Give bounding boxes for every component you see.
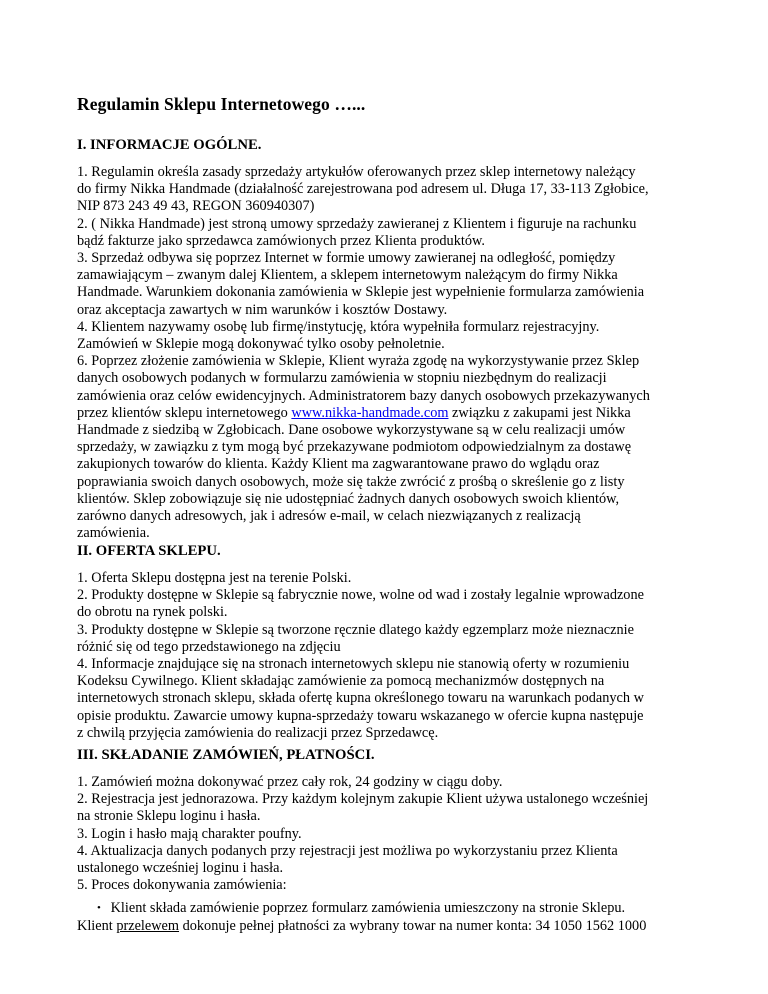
text-line: 2. Rejestracja jest jednorazowa. Przy każdym kolejnym zakupie Klient używa ustalonego wcześniej	[77, 791, 649, 808]
section-body	[77, 164, 695, 542]
text-span: dokonuje pełnej płatności za wybrany towar na numer konta: 34 1050 1562 1000	[179, 917, 647, 934]
text-line: 6. Poprzez złożenie zamówienia w Sklepie, Klient wyraża zgodę na wykorzystywanie przez Sklep	[77, 353, 640, 370]
text-line: ustalonego wcześniej loginu i hasła.	[77, 860, 284, 877]
text-line: 1. Oferta Sklepu dostępna jest na terenie Polski.	[77, 570, 352, 586]
text-line: opisie produktu. Zawarcie umowy kupna-sprzedaży towaru wskazanego w ofercie kupna następuje	[77, 707, 644, 724]
text-line: zamówienia.	[77, 525, 150, 542]
text-line: Handmade z siedzibą w Zgłobicach. Dane osobowe wykorzystywane są w celu realizacji umów	[77, 422, 626, 439]
text-span: Klient	[77, 917, 117, 934]
text-line: 3. Sprzedaż odbywa się poprzez Internet w formie umowy zawieranej na odległość, pomiędzy	[77, 250, 616, 267]
shop-website-link[interactable]: www.nikka-handmade.com	[291, 404, 449, 421]
text-line: poprawiania swoich danych osobowych, może się także zwrócić z prośbą o skreślenie go z listy	[77, 473, 625, 490]
text-line: 2. Produkty dostępne w Sklepie są fabrycznie nowe, wolne od wad i zostały legalnie wprowadzone	[77, 587, 644, 604]
text-line: 5. Proces dokonywania zamówienia:	[77, 877, 287, 894]
text-line: zarówno danych adresowych, jak i adresów e-mail, w celach niezwiązanych z realizacją	[77, 508, 581, 525]
text-line: 4. Informacje znajdujące się na stronach internetowych sklepu nie stanowią oferty w rozumieniu	[77, 656, 630, 673]
text-line: bądź fakturze jako sprzedawca zamówionych przez Klienta produktów.	[77, 232, 485, 249]
text-line: Handmade. Warunkiem dokonania zamówienia w Sklepie jest wypełnienie formularza zamówienia	[77, 284, 645, 301]
underlined-word: przelewem	[116, 917, 180, 934]
document-title: Regulamin Sklepu Internetowego …...	[77, 94, 366, 114]
text-line: Zamówień w Sklepie mogą dokonywać tylko osoby pełnoletnie.	[77, 336, 445, 353]
section-heading: II. OFERTA SKLEPU.	[77, 543, 221, 559]
section-general-information	[77, 136, 695, 542]
text-line: różnić się od tego przedstawionego na zdjęciu	[77, 638, 341, 655]
text-line: sprzedaży, w zawiązku z tym mogą być przekazywane podmiotom odpowiedzialnym za dostawę	[77, 439, 632, 456]
text-line: 4. Aktualizacja danych podanych przy rejestracji jest możliwa po wykorzystaniu przez Klienta	[77, 842, 618, 859]
text-line: zakupionych towarów do klienta. Każdy Klient ma zagwarantowane prawo do wglądu oraz	[77, 456, 600, 473]
text-span: związku z zakupami jest Nikka	[448, 404, 631, 421]
bullet-item	[77, 900, 695, 917]
text-line: Kodeksu Cywilnego. Klient składając zamówienie za pomocą mechanizmów dostępnych na	[77, 673, 605, 690]
bullet-dot-icon: •	[97, 902, 101, 915]
text-line: internetowych stronach sklepu, składa ofertę kupna określonego towaru na warunkach podanych w	[77, 690, 644, 707]
section-shop-offer	[77, 542, 695, 742]
text-line: klientów. Sklep zobowiązuje się nie udostępniać żadnych danych osobowych swoich klientów,	[77, 490, 620, 507]
text-line: z chwilą przyjęcia zamówienia do realizacji przez Sprzedawcę.	[77, 724, 439, 741]
text-line: 3. Produkty dostępne w Sklepie są tworzone ręcznie dlatego każdy egzemplarz może nieznacznie	[77, 621, 634, 638]
bullet-text: Klient składa zamówienie poprzez formularz zamówienia umieszczony na stronie Sklepu.	[110, 900, 626, 917]
text-line: 4. Klientem nazywamy osobę lub firmę/instytucję, która wypełniła formularz rejestracyjny.	[77, 318, 600, 335]
text-line: do obrotu na rynek polski.	[77, 604, 228, 621]
text-line: do firmy Nikka Handmade (działalność zarejestrowana pod adresem ul. Długa 17, 33-113 Zgłobice,	[77, 181, 649, 198]
section-heading: III. SKŁADANIE ZAMÓWIEŃ, PŁATNOŚCI.	[77, 747, 375, 763]
text-line: 2. ( Nikka Handmade) jest stroną umowy sprzedaży zawieranej z Klientem i figuruje na rachunku	[77, 215, 637, 232]
section-body	[77, 774, 695, 935]
text-line: 3. Login i hasło mają charakter poufny.	[77, 825, 302, 842]
section-body	[77, 570, 695, 742]
text-line: zamawiającym – zwanym dalej Klientem, a sklepem internetowym należącym do firmy Nikka	[77, 267, 618, 284]
text-line-transfer	[77, 918, 695, 935]
text-line: 1. Zamówień można dokonywać przez cały rok, 24 godziny w ciągu doby.	[77, 774, 503, 790]
text-line: 1. Regulamin określa zasady sprzedaży artykułów oferowanych przez sklep internetowy należący	[77, 164, 636, 180]
text-span: przez klientów sklepu internetowego	[77, 404, 292, 421]
section-orders-payments	[77, 746, 695, 935]
text-line: oraz akceptacja zawartych w nim warunków i kosztów Dostawy.	[77, 301, 448, 318]
text-line: NIP 873 243 49 43, REGON 360940307)	[77, 198, 315, 215]
text-line: na stronie Sklepu loginu i hasła.	[77, 808, 261, 825]
text-line: danych osobowych podanych w formularzu zamówienia w stopniu niezbędnym do realizacji	[77, 370, 607, 387]
text-line-with-link	[77, 405, 695, 422]
text-line: zamówienia oraz celów ewidencyjnych. Administratorem bazy danych osobowych przekazywanych	[77, 387, 650, 404]
section-heading: I. INFORMACJE OGÓLNE.	[77, 137, 262, 153]
